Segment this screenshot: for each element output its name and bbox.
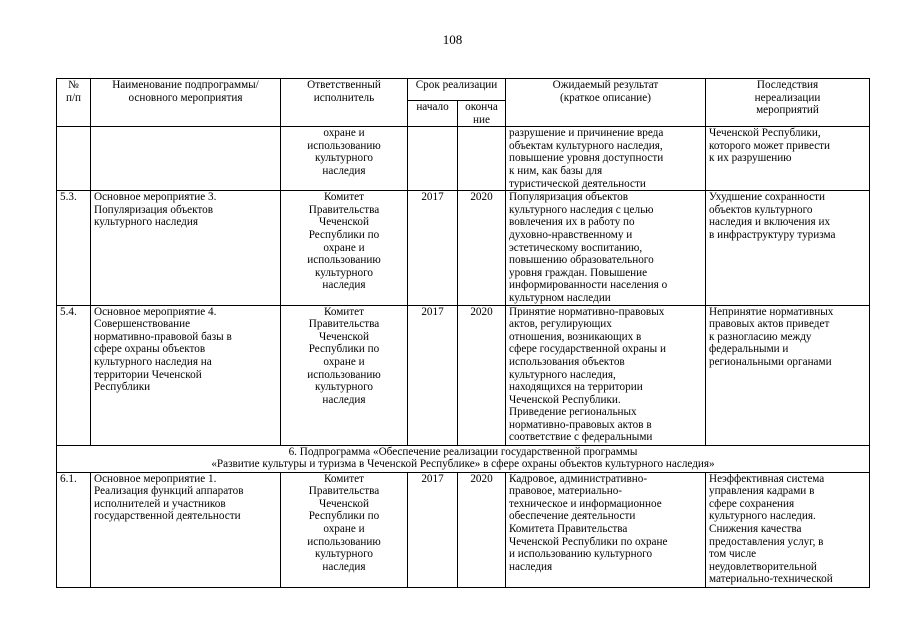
table-header-row-1: [57, 79, 870, 101]
row-num: [57, 127, 91, 191]
row-start: 2017: [408, 191, 458, 305]
section-heading-line-1: 6. Подпрограмма «Обеспечение реализации государственной программы: [288, 445, 638, 458]
table-row: [57, 127, 870, 191]
row-responsible: охране и использованию культурного наследия: [281, 127, 408, 191]
row-result: разрушение и причинение вреда объектам культурного наследия, повышение уровня доступности к ним, как базы для туристической деятельности: [506, 127, 706, 191]
row-consequences: Неэффективная система управления кадрами в сфере сохранения культурного наследия. Снижения качества предоставления услуг, в том числе неудовлетворительной материально-технической: [706, 472, 870, 587]
row-end: [458, 127, 506, 191]
row-result: Популяризация объектов культурного наследия с целью вовлечения их в работу по духовно-нравственному и эстетическому воспитанию, повышению образовательного уровня граждан. Повышение информированности населения о культурном наследии: [506, 191, 706, 305]
row-result: Кадровое, административно- правовое, материально- техническое и информационное обеспечение деятельности Комитета Правительства Чеченской Республики по охране и использованию культурного наследия: [506, 472, 706, 587]
header-period: Срок реализации: [408, 79, 506, 101]
header-result: Ожидаемый результат (краткое описание): [506, 79, 706, 127]
row-result: Принятие нормативно-правовых актов, регулирующих отношения, возникающих в сфере государственной охраны и использования объектов культурного наследия, находящихся на территории Чеченской Республики. Приведение региональных нормативно-правовых актов в соответствие с федеральными: [506, 305, 706, 445]
row-num: 5.3.: [57, 191, 91, 305]
row-responsible: Комитет Правительства Чеченской Республики по охране и использованию культурного наследия: [281, 191, 408, 305]
table-row: [57, 472, 870, 587]
measures-table: [56, 78, 870, 588]
header-name: Наименование подпрограммы/ основного мероприятия: [91, 79, 281, 127]
header-end: оконча ние: [458, 101, 506, 127]
row-num: 5.4.: [57, 305, 91, 445]
page-number: 108: [442, 32, 463, 47]
header-responsible: Ответственный исполнитель: [281, 79, 408, 127]
row-consequences: Ухудшение сохранности объектов культурного наследия и включения их в инфраструктуру туризма: [706, 191, 870, 305]
row-num: 6.1.: [57, 472, 91, 587]
section-heading: [57, 445, 870, 472]
table-row: [57, 191, 870, 305]
table-row: [57, 305, 870, 445]
row-end: 2020: [458, 472, 506, 587]
row-start: 2017: [408, 472, 458, 587]
row-consequences: Чеченской Республики, которого может привести к их разрушению: [706, 127, 870, 191]
row-name: Основное мероприятие 1. Реализация функций аппаратов исполнителей и участников государственной деятельности: [91, 472, 281, 587]
row-responsible: Комитет Правительства Чеченской Республики по охране и использованию культурного наследия: [281, 305, 408, 445]
header-consequences: Последствия нереализации мероприятий: [706, 79, 870, 127]
header-num: № п/п: [57, 79, 91, 127]
header-start: начало: [408, 101, 458, 127]
row-name: Основное мероприятие 4. Совершенствование нормативно-правовой базы в сфере охраны объектов культурного наследия на территории Чеченской Республики: [91, 305, 281, 445]
row-end: 2020: [458, 191, 506, 305]
row-start: 2017: [408, 305, 458, 445]
section-heading-row: [57, 445, 870, 472]
row-end: 2020: [458, 305, 506, 445]
row-name: Основное мероприятие 3. Популяризация объектов культурного наследия: [91, 191, 281, 305]
row-start: [408, 127, 458, 191]
row-consequences: Непринятие нормативных правовых актов приведет к разногласию между федеральными и региональными органами: [706, 305, 870, 445]
row-responsible: Комитет Правительства Чеченской Республики по охране и использованию культурного наследия: [281, 472, 408, 587]
row-name: [91, 127, 281, 191]
section-heading-line-2: «Развитие культуры и туризма в Чеченской Республике» в сфере охраны объектов культурного наследия»: [211, 458, 715, 471]
